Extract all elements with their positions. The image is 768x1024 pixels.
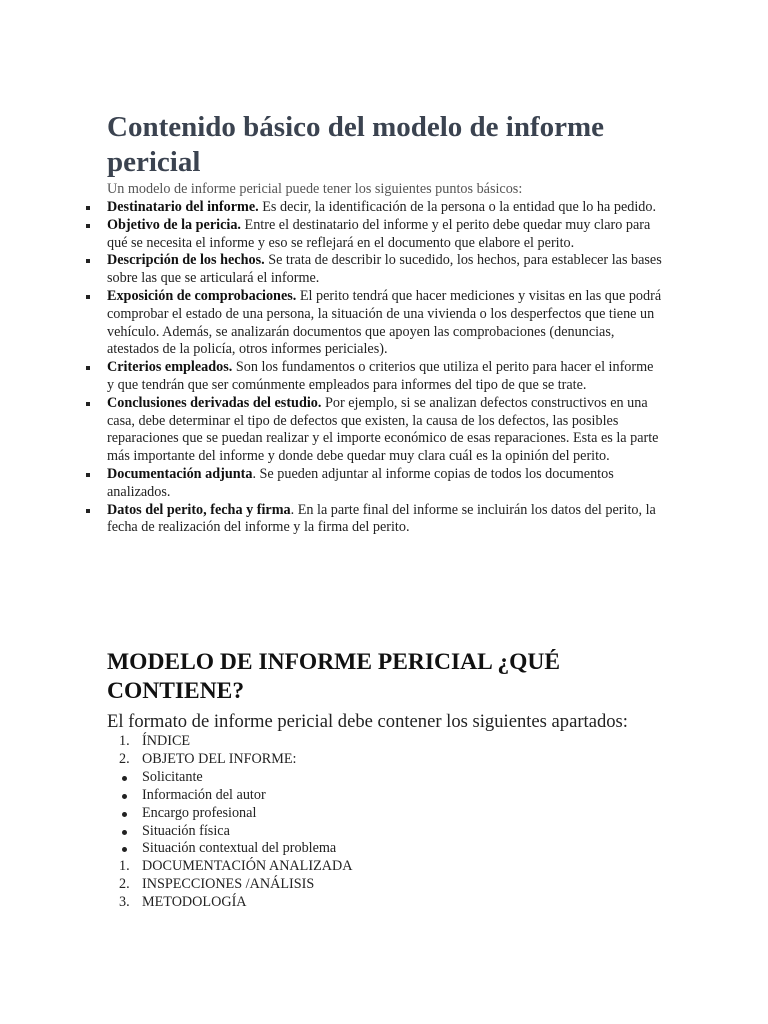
list-item-text: Se trata de describir lo sucedido, los hechos, para establecer las bases sobre las que se articulará el informe.: [107, 252, 662, 287]
toc-item-text: Situación contextual del problema: [142, 840, 337, 857]
basic-points-list: [107, 199, 663, 537]
list-item-text: Son los fundamentos o criterios que utiliza el perito para hacer el informe y que tendrán que ser comúnmente empleados para informes del tipo de que se trate.: [107, 359, 654, 393]
list-item: [107, 252, 663, 288]
list-item-text: Es decir, la identificación de la persona o la entidad que lo ha pedido.: [258, 199, 657, 215]
toc-item: [107, 733, 607, 751]
list-item-text: Por ejemplo, si se analizan defectos constructivos en una casa, debe determinar el tipo de defectos que existen, la causa de los defectos, las posibles reparaciones que se puedan realizar y el importe económico de esas reparaciones. Esta es la parte más importante del informe y donde debe quedar muy clara cuál es la opinión del perito.: [107, 394, 659, 465]
list-item: [107, 288, 663, 359]
bullet-dot-icon: [122, 812, 127, 817]
toc-item-text: DOCUMENTACIÓN ANALIZADA: [142, 858, 353, 875]
square-bullet-icon: [86, 402, 90, 406]
list-item-title: Criterios empleados.: [107, 359, 233, 376]
list-item-title: Datos del perito, fecha y firma: [107, 501, 291, 518]
square-bullet-icon: [86, 473, 90, 477]
list-item-text: El perito tendrá que hacer mediciones y visitas en las que podrá comprobar el estado de una persona, la situación de una vivienda o los desperfectos que tiene un vehículo. Además, se analizarán documentos que apoyen las comprobaciones (denuncias, atestados de la policía, otros informes periciales).: [107, 287, 662, 358]
bullet-dot-icon: [122, 830, 127, 835]
square-bullet-icon: [86, 206, 90, 210]
toc-item: [107, 823, 607, 841]
list-item-title: Conclusiones derivadas del estudio.: [107, 394, 322, 411]
list-item-text: . En la parte final del informe se incluirán los datos del perito, la fecha de realización del informe y la firma del perito.: [107, 501, 656, 536]
list-item: [107, 199, 663, 217]
toc-item: [107, 876, 607, 894]
section-lead: El formato de informe pericial debe contener los siguientes apartados:: [107, 711, 628, 732]
section-intro: Un modelo de informe pericial puede tener los siguientes puntos básicos:: [107, 181, 523, 197]
square-bullet-icon: [86, 259, 90, 263]
toc-item: [107, 751, 607, 769]
bullet-dot-icon: [122, 794, 127, 799]
item-number: 1.: [119, 733, 130, 749]
toc-item-text: ÍNDICE: [142, 733, 191, 749]
item-number: 2.: [119, 876, 130, 893]
list-item-title: Documentación adjunta: [107, 465, 253, 482]
section-title-modelo-informe: MODELO DE INFORME PERICIAL ¿QUÉ CONTIENE?: [107, 649, 561, 704]
square-bullet-icon: [86, 295, 90, 299]
toc-item-text: Información del autor: [142, 786, 266, 803]
list-item: [107, 359, 663, 395]
toc-item-text: METODOLOGÍA: [142, 894, 247, 911]
toc-item-text: INSPECCIONES /ANÁLISIS: [142, 876, 315, 893]
bullet-dot-icon: [122, 847, 127, 852]
report-sections-list: [107, 733, 607, 912]
toc-item: [107, 840, 607, 858]
toc-item-text: OBJETO DEL INFORME:: [142, 750, 297, 767]
list-item-text: Entre el destinatario del informe y el perito debe quedar muy claro para qué se necesita el informe y eso se reflejará en el documento que elabore el perito.: [107, 216, 651, 251]
list-item: [107, 502, 663, 538]
list-item-title: Objetivo de la pericia.: [107, 216, 241, 233]
toc-item: [107, 858, 607, 876]
item-number: 1.: [119, 858, 130, 875]
list-item-text: . Se pueden adjuntar al informe copias de todos los documentos analizados.: [107, 465, 614, 500]
list-item: [107, 466, 663, 502]
toc-item: [107, 787, 607, 805]
list-item-title: Destinatario del informe.: [107, 199, 259, 215]
square-bullet-icon: [86, 509, 90, 513]
toc-item: [107, 769, 607, 787]
list-item-title: Descripción de los hechos.: [107, 252, 265, 269]
list-item: [107, 217, 663, 253]
item-number: 2.: [119, 750, 130, 767]
toc-item-text: Encargo profesional: [142, 804, 257, 821]
toc-item: [107, 894, 607, 912]
toc-item-text: Situación física: [142, 822, 230, 839]
square-bullet-icon: [86, 224, 90, 228]
toc-item: [107, 805, 607, 823]
section-title-contenido-basico: Contenido básico del modelo de informe pericial: [107, 111, 605, 178]
list-item: [107, 395, 663, 466]
bullet-dot-icon: [122, 776, 127, 781]
list-item-title: Exposición de comprobaciones.: [107, 287, 297, 304]
square-bullet-icon: [86, 366, 90, 370]
toc-item-text: Solicitante: [142, 768, 203, 785]
item-number: 3.: [119, 894, 130, 911]
